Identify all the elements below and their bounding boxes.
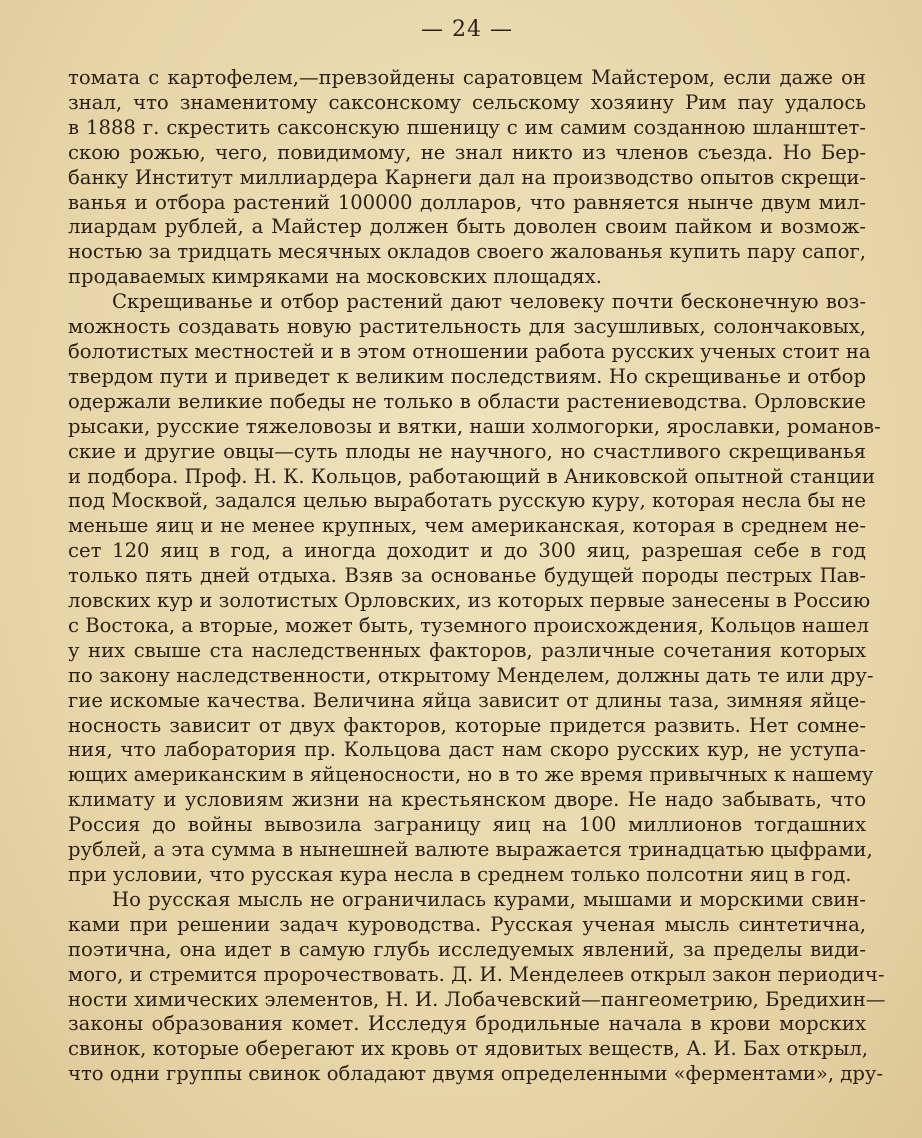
- text-line: и подбора. Проф. Н. К. Кольцов, работающий в Аниковской опытной станции: [68, 464, 876, 488]
- text-line: продаваемых кимряками на московских площадях.: [68, 265, 602, 289]
- page-number: — 24 —: [421, 17, 513, 42]
- text-line: рублей, а эта сумма в нынешней валюте выражается тринадцатью цыфрами,: [68, 838, 873, 862]
- text-line: свинок, которые оберегают их кровь от ядовитых веществ, А. И. Бах открыл,: [68, 1037, 869, 1061]
- text-line: поэтична, она идет в самую глубь исследуемых явлений, за пределы види-: [68, 937, 866, 961]
- text-line: лиардам рублей, а Майстер должен быть доволен своим пайком и возмож-: [68, 215, 866, 239]
- body-text: [68, 66, 886, 1087]
- text-line: в 1888 г. скрестить саксонскую пшеницу с им самим созданною шланштет-: [68, 115, 866, 139]
- text-line: ские и другие овцы—суть плоды не научного, но счастливого скрещиванья: [68, 439, 866, 463]
- text-line: законы образования комет. Исследуя бродильные начала в крови морских: [68, 1012, 866, 1036]
- text-line: Но русская мысль не ограничилась курами, мышами и морскими свин-: [112, 887, 866, 911]
- text-line: одержали великие победы не только в области растениеводства. Орловские: [68, 389, 866, 413]
- text-line: под Москвой, задался целью выработать русскую куру, которая несла бы не: [68, 489, 866, 513]
- text-line: скою рожью, чего, повидимому, не знал никто из членов съезда. Но Бер-: [68, 140, 866, 164]
- text-line: ния, что лаборатория пр. Кольцова даст нам скоро русских кур, не уступа-: [68, 738, 866, 762]
- paragraph: [68, 290, 881, 888]
- text-line: гие искомые качества. Величина яйца зависит от длины таза, зимняя яйце-: [68, 688, 866, 712]
- text-line: по закону наследственности, открытому Менделем, должны дать те или дру-: [68, 663, 874, 687]
- paragraph: [68, 66, 866, 290]
- text-line: носность зависит от двух факторов, которые придется развить. Нет сомне-: [68, 713, 866, 737]
- text-line: твердом пути и приведет к великим последствиям. Но скрещиванье и отбор: [68, 364, 866, 388]
- text-line: ющих американским в яйценосности, но в то же время привычных к нашему: [68, 763, 874, 787]
- text-line: с Востока, а вторые, может быть, туземного происхождения, Кольцов нашел: [68, 613, 869, 637]
- text-line: рысаки, русские тяжеловозы и вятки, наши холмогорки, ярославки, романов-: [68, 414, 881, 438]
- text-line: знал, что знаменитому саксонскому сельскому хозяину Рим пау удалось: [68, 90, 866, 114]
- text-line: томата с картофелем,—превзойдены саратовцем Майстером, если даже он: [68, 66, 866, 89]
- text-line: мого, и стремится пророчествовать. Д. И. Менделеев открыл закон периодич-: [68, 962, 885, 986]
- text-line: ками при решении задач куроводства. Русская ученая мысль синтетична,: [68, 912, 866, 936]
- text-line: Россия до войны вывозила заграницу яиц на 100 миллионов тогдашних: [68, 813, 866, 837]
- text-line: ванья и отбора растений 100000 долларов, что равняется нынче двум мил-: [68, 190, 866, 214]
- text-line: ностью за тридцать месячных окладов своего жалованья купить пару сапог,: [68, 240, 866, 264]
- text-line: у них свыше ста наследственных факторов, различные сочетания которых: [68, 638, 866, 662]
- text-line: только пять дней отдыха. Взяв за основанье будущей породы пестрых Пав-: [68, 564, 866, 588]
- text-line: ности химических элементов, Н. И. Лобачевский—пангеометрию, Бредихин—: [68, 987, 886, 1011]
- text-line: ловских кур и золотистых Орловских, из которых первые занесены в Россию: [68, 589, 871, 613]
- text-line: климату и условиям жизни на крестьянском дворе. Не надо забывать, что: [68, 788, 866, 812]
- text-line: Скрещиванье и отбор растений дают человеку почти бесконечную воз-: [112, 290, 866, 314]
- text-line: сет 120 яиц в год, а иногда доходит и до 300 яиц, разрешая себе в год: [68, 539, 866, 563]
- text-line: что одни группы свинок обладают двумя определенными «ферментами», дру-: [68, 1062, 884, 1086]
- text-line: можность создавать новую растительность для засушливых, солончаковых,: [68, 315, 866, 339]
- text-line: при условии, что русская кура несла в среднем только полсотни яиц в год.: [68, 863, 852, 886]
- text-line: банку Институт миллиардера Карнеги дал на производство опытов скрещи-: [68, 165, 866, 189]
- text-line: болотистых местностей и в этом отношении работа русских ученых стоит на: [68, 339, 871, 363]
- paragraph: [68, 887, 886, 1087]
- text-line: меньше яиц и не менее крупных, чем американская, которая в среднем не-: [68, 514, 866, 538]
